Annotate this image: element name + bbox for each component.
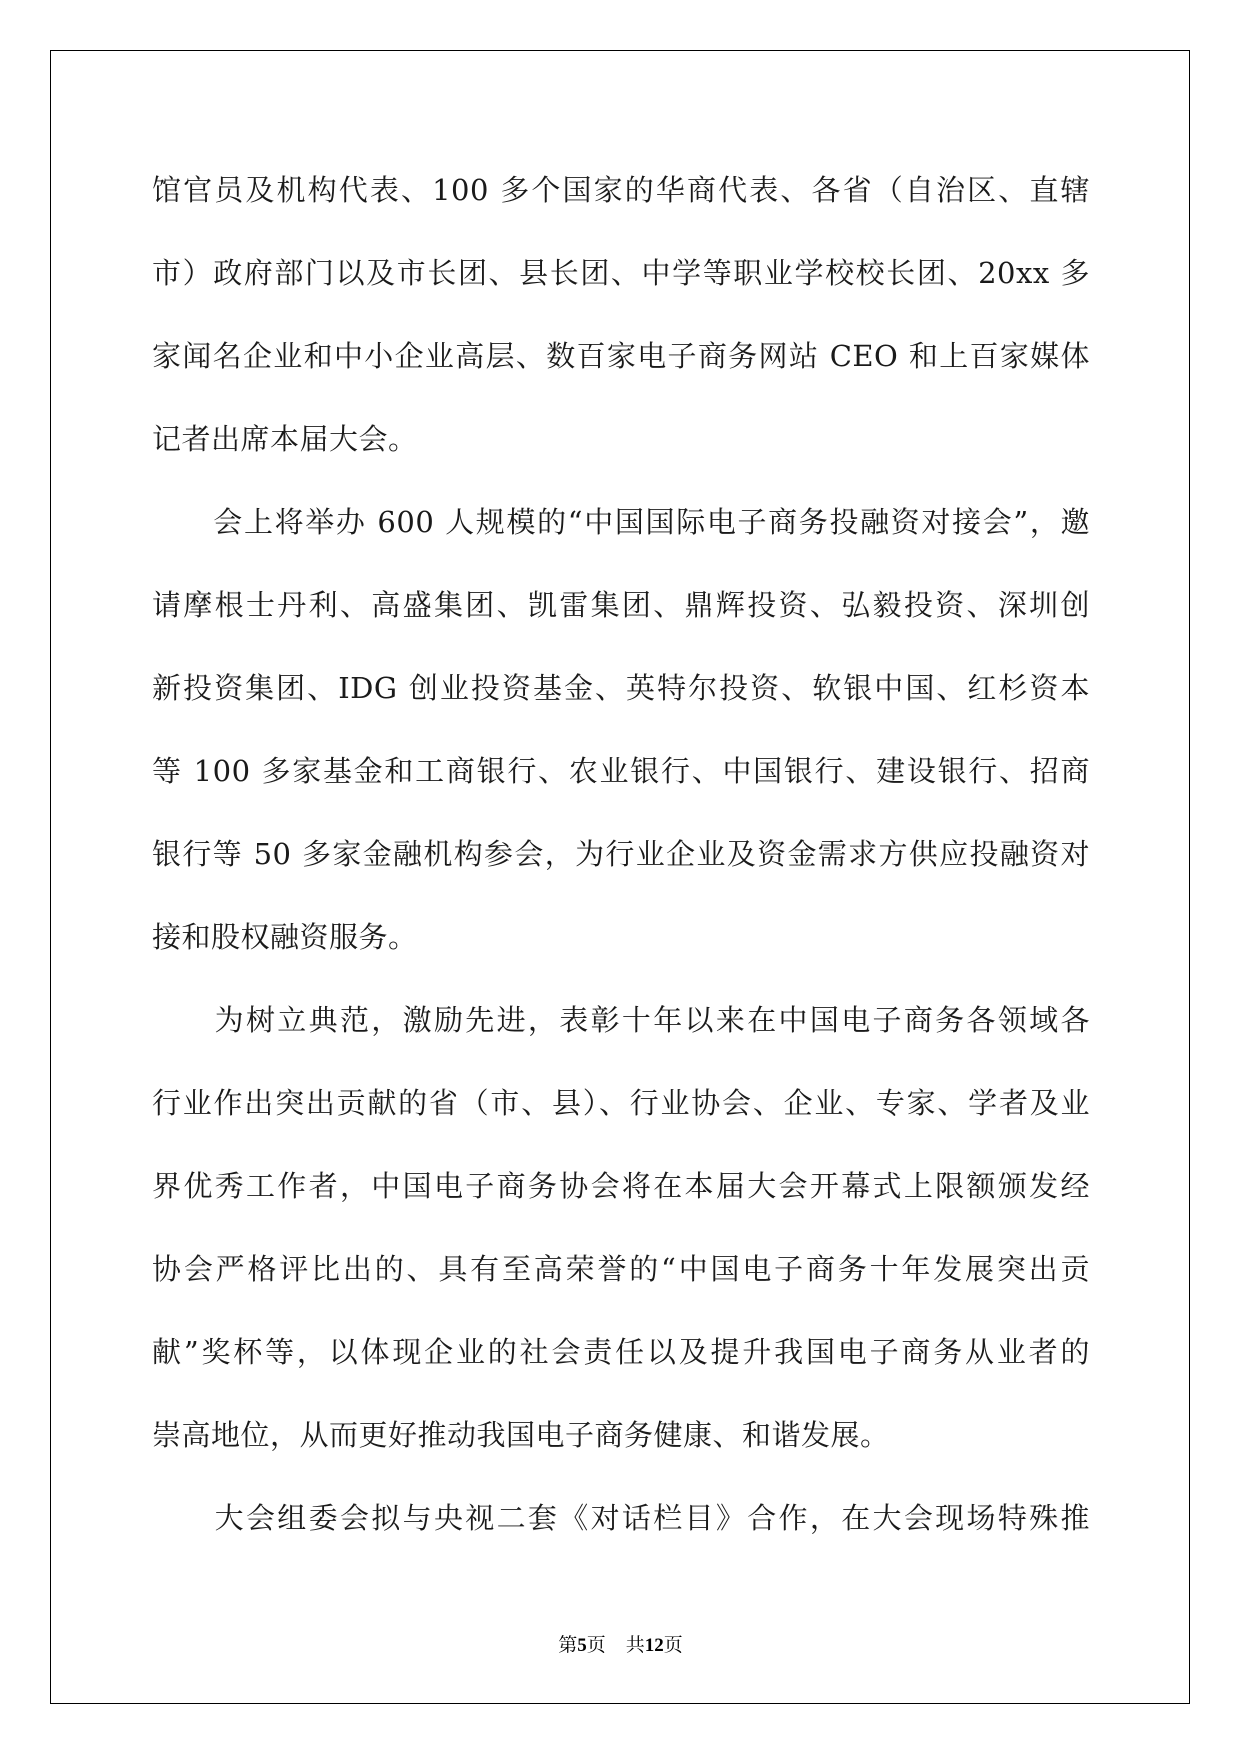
text-line: 家闻名企业和中小企业高层、数百家电子商务网站 CEO 和上百家媒体	[152, 339, 1090, 373]
text-line: 献”奖杯等，以体现企业的社会责任以及提升我国电子商务从业者的	[152, 1335, 1090, 1369]
text-line: 请摩根士丹利、高盛集团、凯雷集团、鼎辉投资、弘毅投资、深圳创	[152, 588, 1090, 622]
text-line: 崇高地位，从而更好推动我国电子商务健康、和谐发展。	[152, 1418, 890, 1452]
page-suffix: 页	[586, 1635, 606, 1656]
text-line: 接和股权融资服务。	[152, 920, 418, 954]
paragraph-2	[152, 492, 1090, 990]
text-line: 馆官员及机构代表、100 多个国家的华商代表、各省（自治区、直辖	[152, 173, 1090, 207]
paragraph-1	[152, 160, 1090, 492]
total-prefix: 共	[625, 1635, 645, 1656]
text-line: 行业作出突出贡献的省（市、县）、行业协会、企业、专家、学者及业	[152, 1086, 1090, 1120]
document-body	[152, 160, 1090, 1571]
total-pages: 12	[644, 1635, 664, 1656]
text-line: 新投资集团、IDG 创业投资基金、英特尔投资、软银中国、红杉资本	[152, 671, 1090, 705]
text-line: 界优秀工作者，中国电子商务协会将在本届大会开幕式上限额颁发经	[152, 1169, 1090, 1203]
page-number: 5	[577, 1635, 587, 1656]
text-line: 大会组委会拟与央视二套《对话栏目》合作，在大会现场特殊推	[152, 1501, 1090, 1535]
text-line: 市）政府部门以及市长团、县长团、中学等职业学校校长团、20xx 多	[152, 256, 1090, 290]
total-suffix: 页	[663, 1635, 683, 1656]
text-line: 协会严格评比出的、具有至高荣誉的“中国电子商务十年发展突出贡	[152, 1252, 1090, 1286]
paragraph-4	[152, 1488, 1090, 1571]
text-line: 等 100 多家基金和工商银行、农业银行、中国银行、建设银行、招商	[152, 754, 1090, 788]
paragraph-3	[152, 990, 1090, 1488]
text-line: 银行等 50 多家金融机构参会，为行业企业及资金需求方供应投融资对	[152, 837, 1090, 871]
text-line: 为树立典范，激励先进，表彰十年以来在中国电子商务各领域各	[152, 1003, 1090, 1037]
text-line: 记者出席本届大会。	[152, 422, 418, 456]
page-prefix: 第	[558, 1635, 578, 1656]
text-line: 会上将举办 600 人规模的“中国国际电子商务投融资对接会”，邀	[152, 505, 1090, 539]
page-footer	[0, 1630, 1241, 1657]
